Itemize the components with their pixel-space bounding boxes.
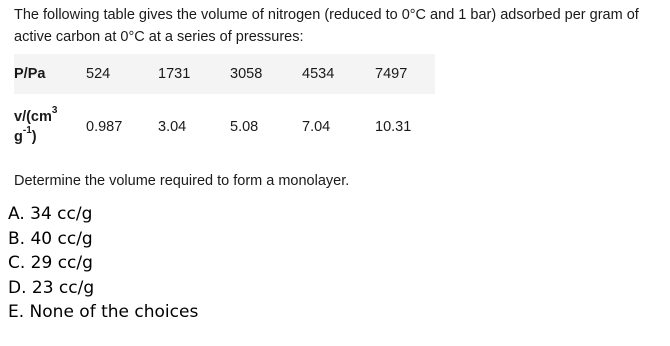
- volume-row: [14, 94, 435, 160]
- choice-a[interactable]: A. 34 cc/g: [8, 204, 93, 224]
- volume-value: 3.04: [158, 119, 187, 135]
- pressure-value: 524: [86, 66, 111, 82]
- volume-header-main: v/(cm: [14, 109, 52, 125]
- pressure-value: 1731: [158, 66, 191, 82]
- choice-e[interactable]: E. None of the choices: [8, 302, 199, 322]
- volume-header-close: ): [31, 129, 37, 145]
- pressure-row: [14, 54, 435, 94]
- choice-d[interactable]: D. 23 cc/g: [8, 277, 95, 298]
- pressure-header: P/Pa: [14, 66, 46, 82]
- volume-header-gram-exponent: -1: [22, 125, 32, 137]
- pressure-value: 4534: [302, 66, 335, 82]
- question-text: Determine the volume required to form a monolayer.: [14, 173, 350, 189]
- volume-header: [14, 94, 86, 160]
- volume-value: 0.987: [86, 119, 123, 135]
- adsorption-data-table: [14, 54, 435, 160]
- choice-b[interactable]: B. 40 cc/g: [8, 228, 93, 249]
- volume-value: 7.04: [302, 119, 331, 135]
- volume-header-gram: g: [14, 129, 23, 145]
- answer-choices: [8, 202, 198, 325]
- problem-intro-text: The following table gives the volume of nitrogen (reduced to 0°C and 1 bar) adsorbed per gram of active carbon at 0°C at a series of pressures:: [14, 7, 639, 45]
- volume-value: 5.08: [230, 119, 259, 135]
- choice-c[interactable]: C. 29 cc/g: [8, 253, 93, 273]
- pressure-value: 3058: [230, 66, 263, 82]
- pressure-value: 7497: [375, 66, 408, 82]
- volume-value: 10.31: [375, 119, 412, 135]
- volume-header-exponent: 3: [51, 105, 58, 117]
